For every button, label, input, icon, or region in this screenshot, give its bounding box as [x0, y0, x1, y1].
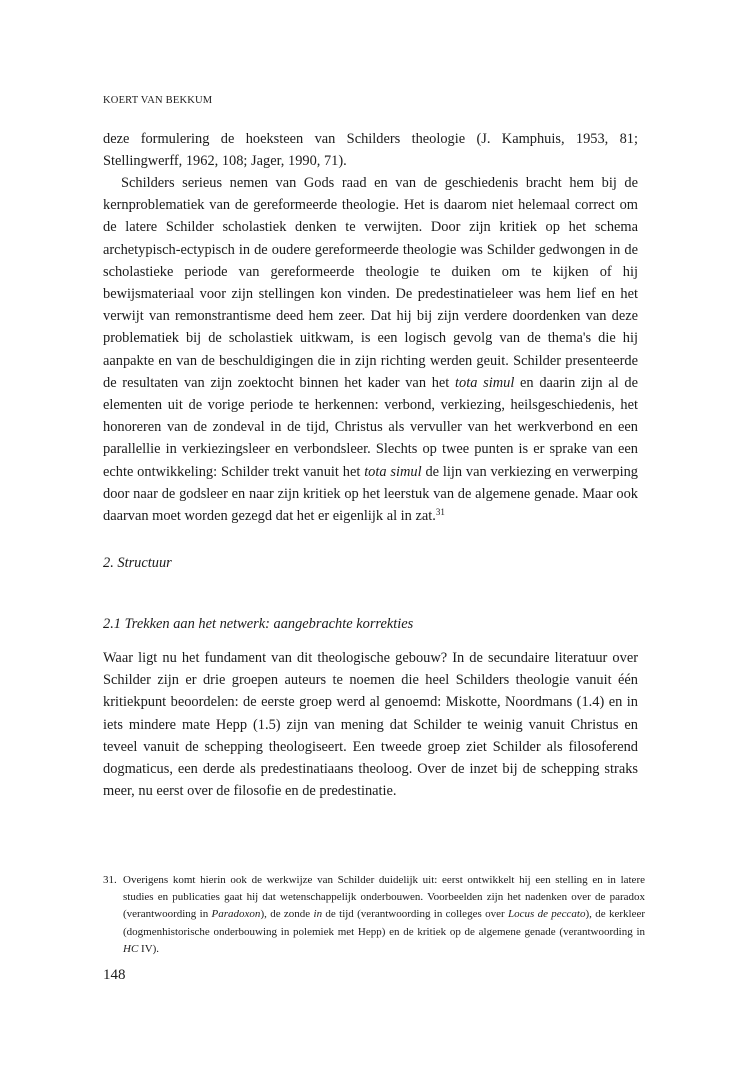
footnote-reference: 31 — [435, 507, 445, 518]
footnote-text-1: Overigens komt hierin ook de werkwijze van Schilder duidelijk uit: eerst ontwikkelt hij een stelling en in latere studies en publicaties gaat hij dat wetenschappelijk onderbouwen. Voorbeelden zijn het nadenken over de paradox (verantwoording in — [123, 874, 645, 921]
paragraph-3: Waar ligt nu het fundament van dit theologische gebouw? In de secundaire literatuur over Schilder zijn er drie groepen auteurs te noemen die heel Schilders theologie vanuit één kritiekpunt beoordelen: de eerste groep werd al genoemd: Miskotte, Noordmans (1.4) en in iets mindere mate Hepp (1.5) zijn van mening dat Schilder te weinig vanuit Christus en teveel vanuit de schepping theologiseert. Een tweede groep ziet Schilder als filosoferend dogmaticus, een derde als predestinatiaans theoloog. Over de inzet bij de schepping straks meer, nu eerst over de filosofie en de predestinatie. — [103, 650, 638, 800]
running-head: KOERT VAN BEKKUM — [103, 95, 213, 106]
footnote-number: 31. — [103, 874, 117, 886]
footnote-text-5: IV). — [141, 942, 160, 955]
footnote-text-3: de tijd (verantwoording in colleges over — [325, 908, 505, 921]
paragraph-2-part-c: de lijn van verkiezing en verwerping door naar de godsleer en naar zijn kritiek op het leerstuk van de algemene genade. Maar ook daarvan moet worden gezegd dat het er eigenlijk al in zat. — [103, 463, 638, 525]
footnote-italic-1: Paradoxon — [211, 908, 261, 921]
footnote-italic-4: HC — [123, 942, 139, 955]
paragraph-1: deze formulering de hoeksteen van Schilders theologie (J. Kamphuis, 1953, 81; Stellingwerff, 1962, 108; Jager, 1990, 71). — [103, 131, 638, 170]
footnote-italic-2: in — [313, 908, 323, 921]
subsection-heading: 2.1 Trekken aan het netwerk: aangebrachte korrekties — [103, 616, 414, 632]
footnote-body — [123, 872, 645, 958]
page-number: 148 — [103, 967, 126, 983]
footnote — [103, 872, 645, 958]
footnote-text-2: ), de zonde — [260, 908, 311, 921]
footnote-text-4: ), de kerkleer (dogmenhistorische onderbouwing in polemiek met Hepp) en de kritiek op de algemene genade (verantwoording in — [123, 908, 645, 938]
section-heading: 2. Structuur — [103, 555, 172, 571]
paragraph-2-part-b: en daarin zijn al de elementen uit de vorige periode te herkennen: verbond, verkiezing, heilsgeschiedenis, het honoreren van de zondeval in de tijd, Christus als vervuller van het werkverbond en een parallellie in verkiezingsleer en verbondsleer. Slechts op twee punten is er sprake van een echte ontwikkeling: Schilder trekt vanuit het — [103, 374, 638, 480]
footnote-italic-3: Locus de peccato — [507, 908, 586, 921]
paragraph-2-italic-b: tota simul — [364, 463, 422, 480]
paragraph-2-italic-a: tota simul — [455, 374, 515, 391]
paragraph-2-part-a: Schilders serieus nemen van Gods raad en van de geschiedenis bracht hem bij de kernproblematiek van de gereformeerde theologie. Het is daarom niet helemaal correct om de latere Schilder scholastiek denken te verwijten. Door zijn kritiek op het schema archetypisch-ectypisch in de oudere gereformeerde theologie was Schilder gedwongen in de scholastieke periode van gereformeerde theologie te duiken om te kijken of hij bewijsmateriaal voor zijn stellingen kon vinden. De predestinatieleer was hem lief en het verwijt van remonstrantisme deed hem zeer. Dat hij bij zijn verdere doordenken van deze problematiek bij de scholastiek uitkwam, is een logisch gevolg van de thema's die hij aanpakte en van de beschuldigingen die in zijn richting werden geuit. Schilder presenteerde de resultaten van zijn zoektocht binnen het kader van het — [103, 175, 638, 391]
paragraph-2 — [103, 172, 638, 527]
